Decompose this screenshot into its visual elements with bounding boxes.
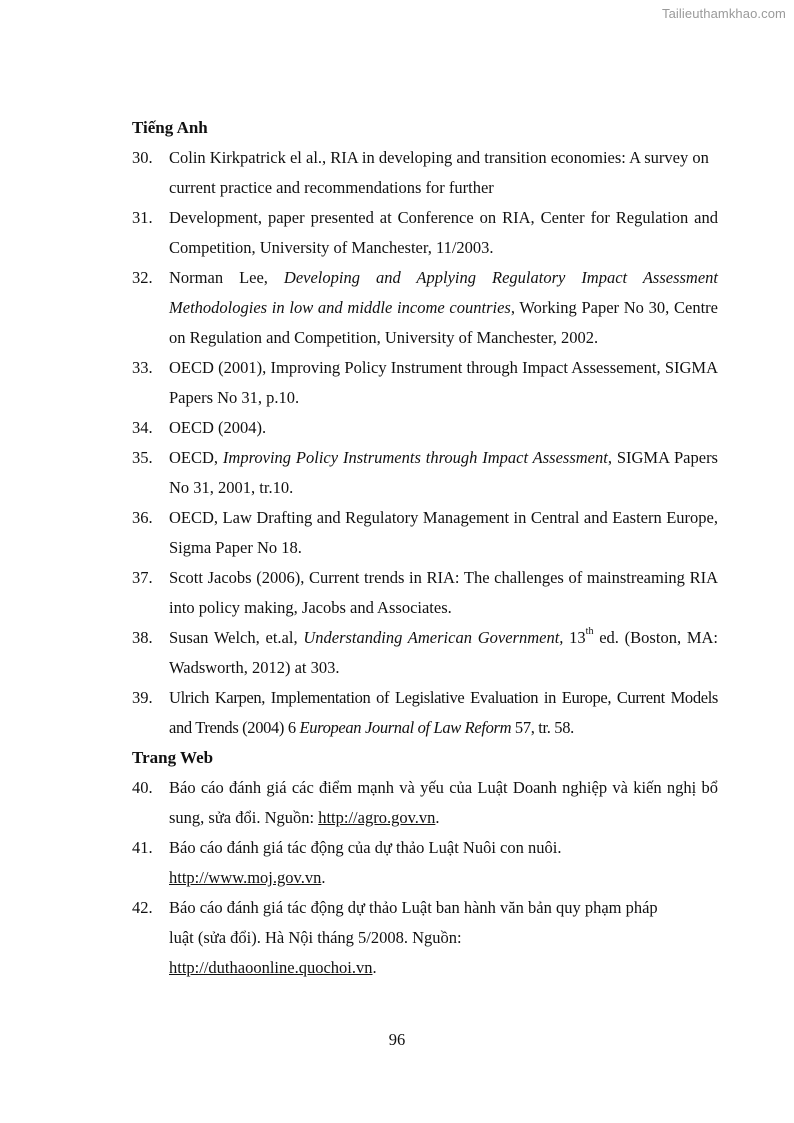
reference-text: OECD (2004). [169, 418, 267, 437]
details: , Working Paper No 30, Centre on Regulation and Competition, University of Manchester, 2002. [169, 298, 718, 347]
reference-number: 37. [132, 568, 153, 587]
reference-number: 42. [132, 898, 153, 917]
reference-number: 33. [132, 358, 153, 377]
description: Báo cáo đánh giá tác động dự thảo Luật ban hành văn bản quy phạm pháp luật (sửa đổi). Hà Nội tháng 5/2008. Nguồn: [169, 898, 658, 947]
edition-suffix: th [585, 626, 594, 637]
reference-text: OECD, Law Drafting and Regulatory Management in Central and Eastern Europe, Sigma Paper No 18. [169, 508, 718, 557]
edition-number: 13 [563, 628, 586, 647]
reference-text [169, 443, 718, 503]
reference-item-40 [132, 773, 718, 833]
reference-item-35 [132, 443, 718, 503]
source-link[interactable]: http://agro.gov.vn [318, 808, 436, 827]
reference-text [169, 623, 718, 683]
title-italic: Understanding American Government, [303, 628, 564, 647]
reference-number: 31. [132, 208, 153, 227]
reference-item-32 [132, 263, 718, 353]
punctuation: . [435, 808, 440, 827]
reference-text [169, 893, 718, 983]
description: Báo cáo đánh giá các điểm mạnh và yếu của Luật Doanh nghiệp và kiến nghị bổ sung, sửa đổi. Nguồn: [169, 778, 718, 827]
reference-text [169, 833, 718, 893]
reference-item-33 [132, 353, 718, 413]
source-link[interactable]: http://www.moj.gov.vn [169, 868, 322, 887]
reference-item-30 [132, 143, 718, 203]
description: Báo cáo đánh giá tác động của dự thảo Luật Nuôi con nuôi. [169, 838, 562, 857]
reference-text: OECD (2001), Improving Policy Instrument through Impact Assessement, SIGMA Papers No 31, p.10. [169, 358, 718, 407]
watermark: Tailieuthamkhao.com [661, 6, 786, 21]
title-italic: Improving Policy Instruments through Impact Assessment [222, 448, 608, 467]
punctuation: . [321, 868, 326, 887]
reference-text: Development, paper presented at Conference on RIA, Center for Regulation and Competition, University of Manchester, 11/2003. [169, 208, 718, 257]
section-heading-english: Tiếng Anh [132, 118, 208, 137]
title-italic: Developing and Applying Regulatory Impact Assessment Methodologies in low and middle income countries [169, 268, 718, 317]
author: Ulrich Karpen, Implementation of Legislative Evaluation in Europe, Current Models and Trends (2004) 6 [169, 688, 718, 737]
reference-item-39 [132, 683, 718, 743]
reference-text [169, 263, 718, 353]
reference-number: 36. [132, 508, 153, 527]
reference-text: Colin Kirkpatrick el al., RIA in developing and transition economies: A survey on current practice and recommendations for further [169, 148, 709, 197]
reference-number: 38. [132, 628, 153, 647]
reference-number: 32. [132, 268, 153, 287]
author: Norman Lee, [169, 268, 284, 287]
reference-item-38 [132, 623, 718, 683]
reference-number: 39. [132, 688, 153, 707]
author: Susan Welch, et.al, [169, 628, 304, 647]
reference-text [169, 683, 718, 743]
reference-text: Scott Jacobs (2006), Current trends in RIA: The challenges of mainstreaming RIA into policy making, Jacobs and Associates. [169, 568, 718, 617]
punctuation: . [372, 958, 377, 977]
section-heading-web: Trang Web [132, 748, 214, 767]
details: , SIGMA Papers No 31, 2001, tr.10. [169, 448, 718, 497]
reference-list [132, 113, 718, 983]
reference-number: 34. [132, 418, 153, 437]
reference-number: 41. [132, 838, 153, 857]
author: OECD, [169, 448, 223, 467]
reference-item-41 [132, 833, 718, 893]
reference-text [169, 773, 718, 833]
source-link[interactable]: http://duthaoonline.quochoi.vn [169, 958, 373, 977]
details: 57, tr. 58. [511, 718, 574, 737]
reference-number: 35. [132, 448, 153, 467]
reference-number: 40. [132, 778, 153, 797]
reference-item-42 [132, 893, 718, 983]
reference-item-31 [132, 203, 718, 263]
reference-item-37 [132, 563, 718, 623]
details: ed. (Boston, MA: Wadsworth, 2012) at 303. [169, 628, 718, 677]
reference-number: 30. [132, 148, 153, 167]
reference-item-36 [132, 503, 718, 563]
journal-italic: European Journal of Law Reform [299, 718, 512, 737]
page-number: 96 [388, 1030, 406, 1049]
reference-item-34 [132, 413, 718, 443]
